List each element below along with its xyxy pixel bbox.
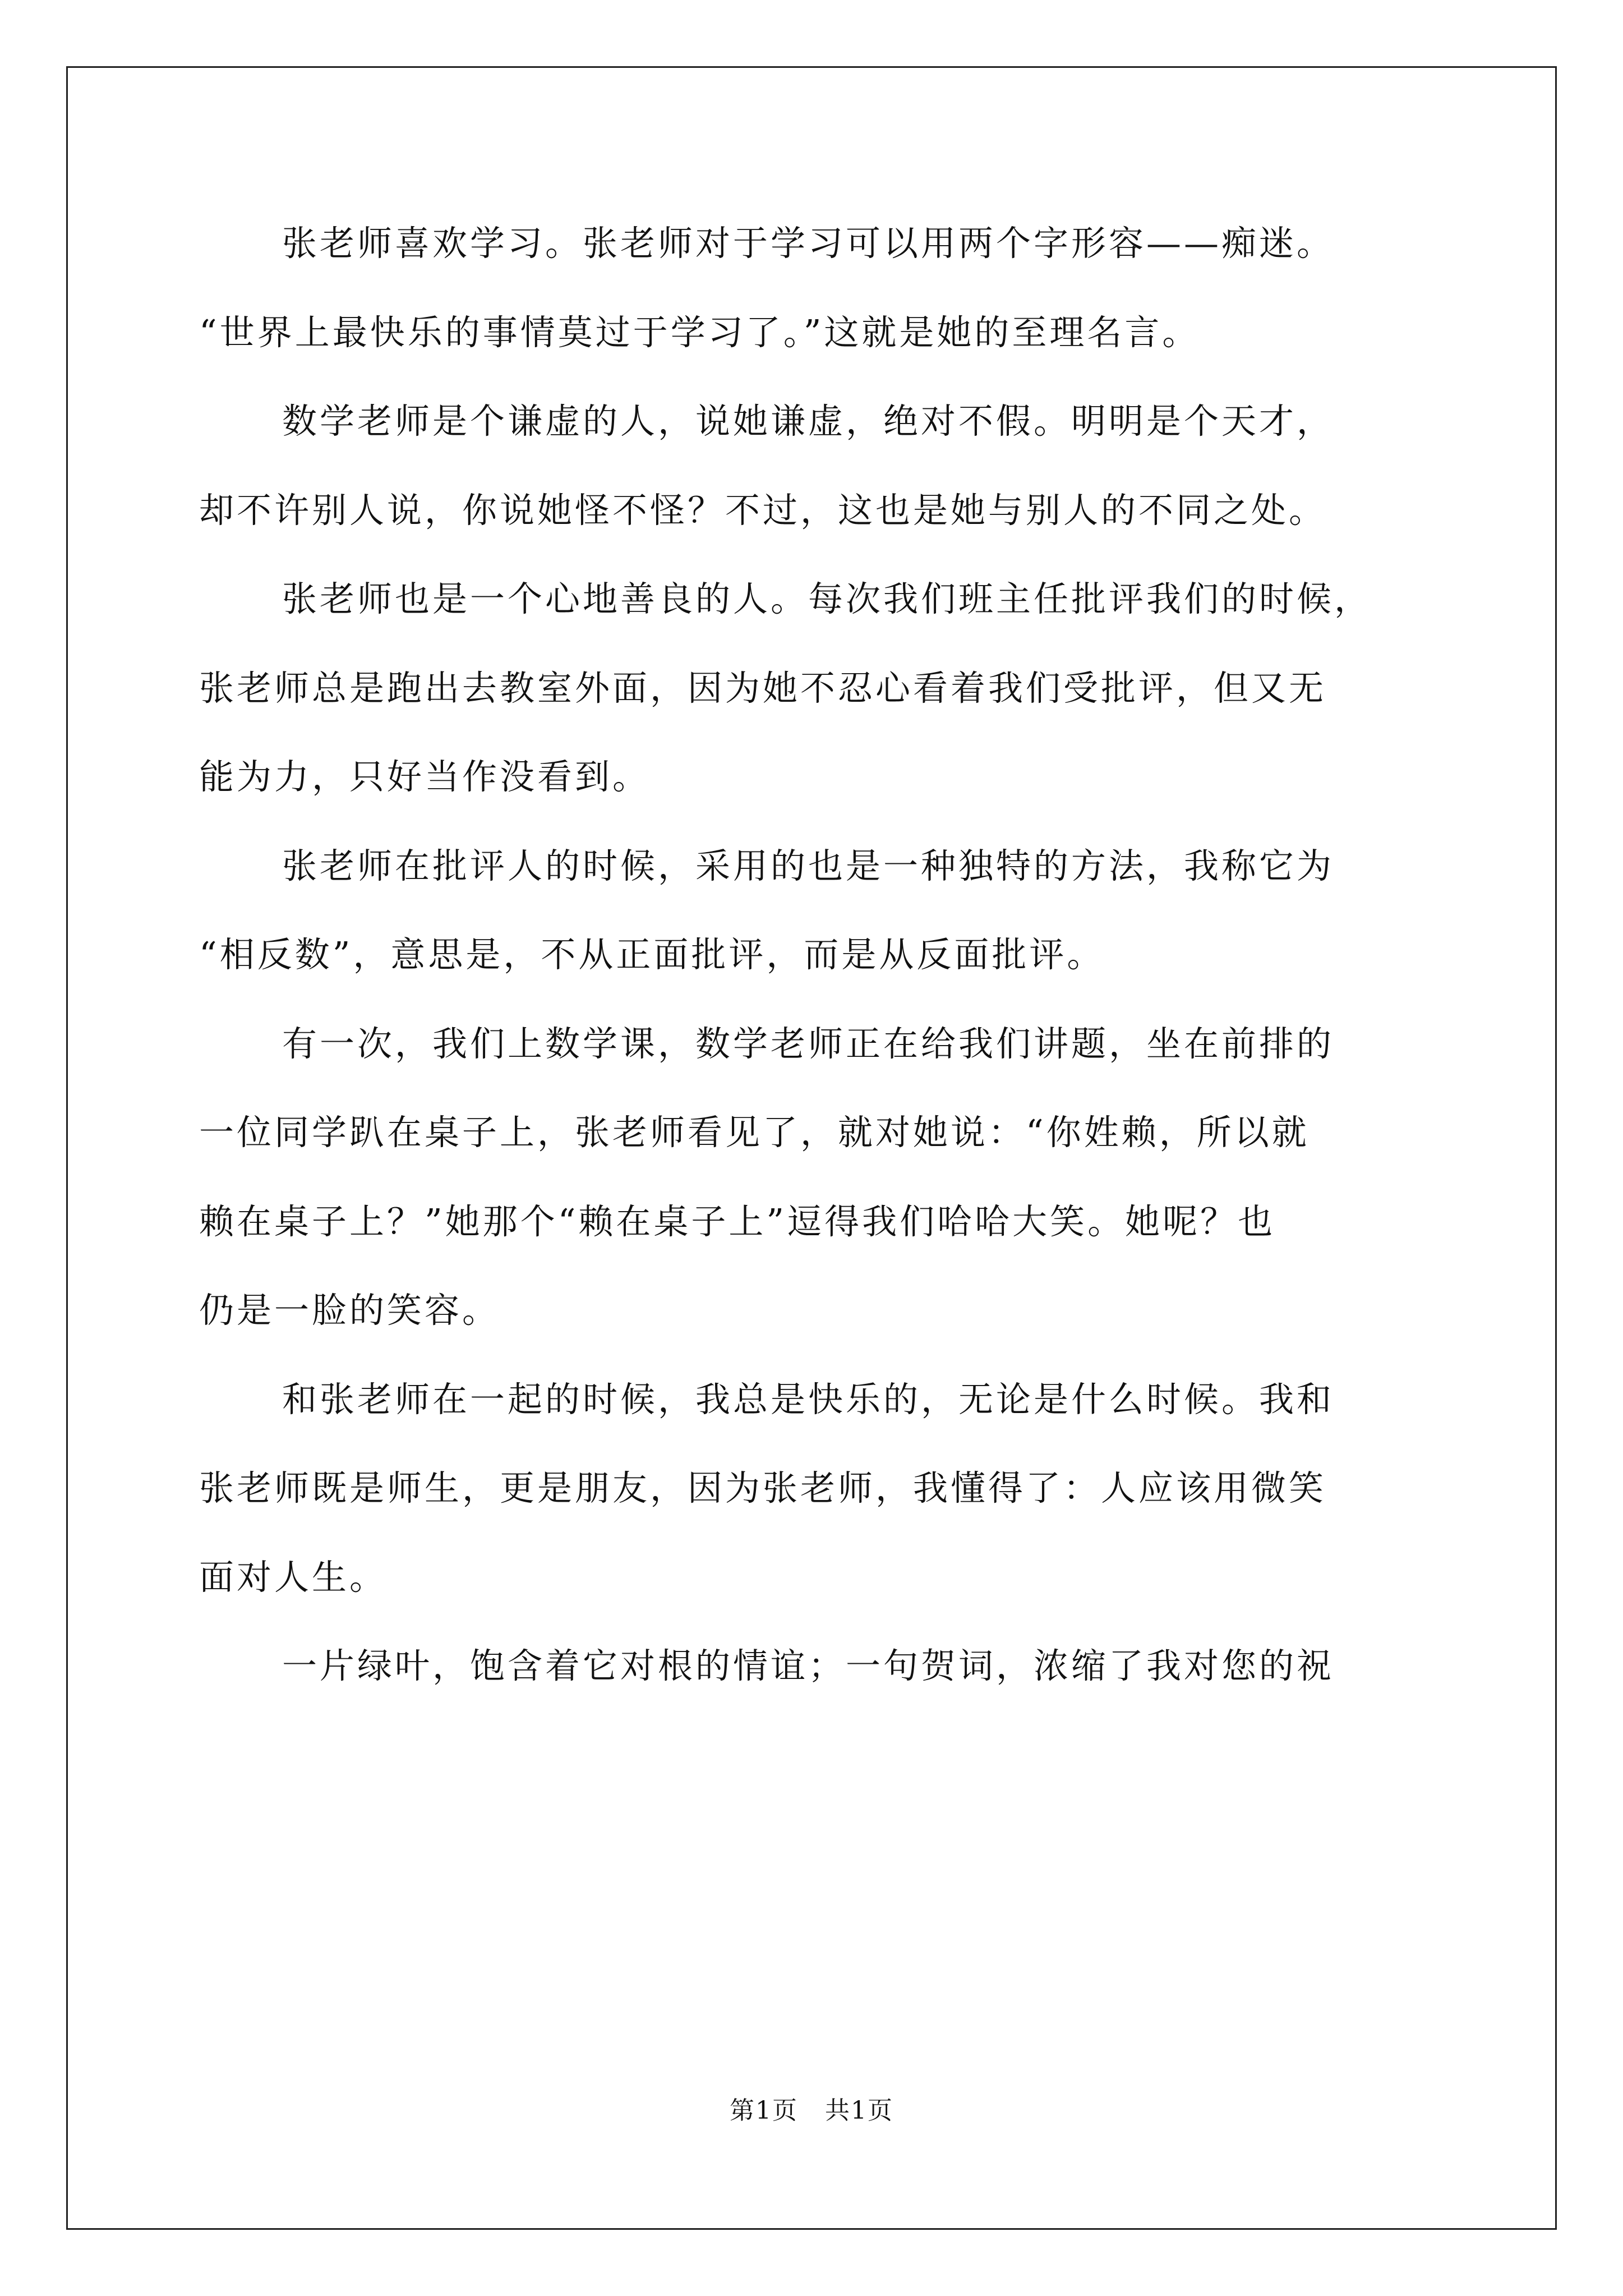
paragraph: 张老师喜欢学习。张老师对于学习可以用两个字形容——痴迷。 “世界上最快乐的事情莫过于学习了。”这就是她的至理名言。 (199, 223, 1335, 353)
paragraph: 和张老师在一起的时候，我总是快乐的，无论是什么时候。我和 张老师既是师生，更是朋友，因为张老师，我懂得了：人应该用微笑 面对人生。 (199, 1378, 1335, 1598)
paragraph: 数学老师是个谦虚的人，说她谦虚，绝对不假。明明是个天才， 却不许别人说，你说她怪不怪？不过，这也是她与别人的不同之处。 (199, 401, 1335, 531)
paragraph: 一片绿叶，饱含着它对根的情谊；一句贺词，浓缩了我对您的祝 (282, 1645, 1335, 1686)
paragraph: 张老师也是一个心地善良的人。每次我们班主任批评我们的时候， 张老师总是跑出去教室外面，因为她不忍心看着我们受批评，但又无 能为力，只好当作没看到。 (199, 578, 1372, 797)
paragraph: 有一次，我们上数学课，数学老师正在给我们讲题，坐在前排的 一位同学趴在桌子上，张老师看见了，就对她说：“你姓赖，所以就 赖在桌子上？”她那个“赖在桌子上”逗得我们哈哈大笑。她呢？也 仍是一脸的笑容。 (199, 1023, 1335, 1331)
page-number-footer: 第1页 共1页 (730, 2096, 893, 2125)
document-body (199, 199, 1431, 1711)
paragraph: 张老师在批评人的时候，采用的也是一种独特的方法，我称它为 “相反数”，意思是，不从正面批评，而是从反面批评。 (199, 845, 1335, 975)
